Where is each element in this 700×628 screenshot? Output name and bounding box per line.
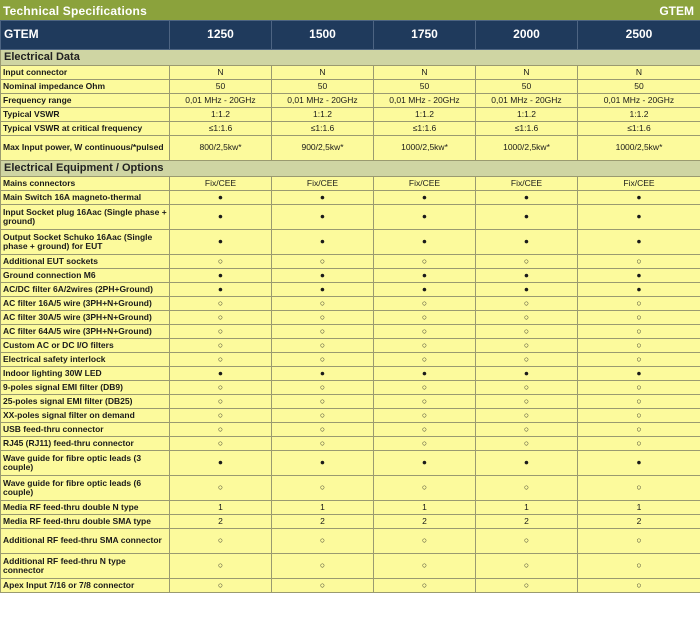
value-cell: ○ [170, 353, 272, 367]
value-cell: ○ [578, 395, 700, 409]
row-label: AC/DC filter 6A/2wires (2PH+Ground) [1, 283, 170, 297]
value-cell: ○ [374, 409, 476, 423]
value-cell: ● [272, 367, 374, 381]
value-cell: ○ [272, 325, 374, 339]
value-cell: 1 [272, 501, 374, 515]
value-cell: N [476, 66, 578, 80]
value-cell: ≤1:1.6 [170, 122, 272, 136]
value-cell: ○ [476, 409, 578, 423]
value-cell: ○ [374, 297, 476, 311]
value-cell: ● [374, 269, 476, 283]
value-cell: ≤1:1.6 [476, 122, 578, 136]
value-cell: ○ [272, 579, 374, 593]
value-cell: ○ [476, 579, 578, 593]
value-cell: ● [170, 205, 272, 230]
value-cell: ● [578, 451, 700, 476]
table-row [1, 255, 700, 269]
page-title: Technical Specifications [3, 4, 147, 18]
value-cell: Fix/CEE [374, 177, 476, 191]
value-cell: ○ [272, 395, 374, 409]
value-cell: 1:1.2 [578, 108, 700, 122]
value-cell: ○ [578, 437, 700, 451]
table-row [1, 476, 700, 501]
value-cell: 2 [578, 515, 700, 529]
table-row [1, 423, 700, 437]
row-label: Additional RF feed-thru SMA connector [1, 529, 170, 554]
section-header [1, 50, 700, 66]
value-cell: Fix/CEE [476, 177, 578, 191]
value-cell: ○ [476, 437, 578, 451]
header-cell: 1750 [374, 21, 476, 50]
value-cell: ○ [374, 339, 476, 353]
row-label: 25-poles signal EMI filter (DB25) [1, 395, 170, 409]
value-cell: 1:1.2 [374, 108, 476, 122]
value-cell: ○ [272, 437, 374, 451]
value-cell: ○ [374, 325, 476, 339]
value-cell: ○ [578, 423, 700, 437]
value-cell: 2 [476, 515, 578, 529]
value-cell: ● [578, 367, 700, 381]
value-cell: 50 [272, 80, 374, 94]
table-row [1, 353, 700, 367]
value-cell: ○ [272, 476, 374, 501]
value-cell: 1:1.2 [170, 108, 272, 122]
value-cell: ● [578, 230, 700, 255]
row-label: Electrical safety interlock [1, 353, 170, 367]
value-cell: ≤1:1.6 [578, 122, 700, 136]
table-row [1, 325, 700, 339]
table-row [1, 515, 700, 529]
header-row [1, 21, 700, 50]
section-title: Electrical Equipment / Options [1, 161, 700, 177]
value-cell: 0,01 MHz - 20GHz [170, 94, 272, 108]
value-cell: ○ [170, 423, 272, 437]
value-cell: ○ [476, 297, 578, 311]
value-cell: ○ [578, 325, 700, 339]
table-row [1, 367, 700, 381]
row-label: Mains connectors [1, 177, 170, 191]
table-row [1, 297, 700, 311]
value-cell: ● [170, 230, 272, 255]
value-cell: ○ [374, 353, 476, 367]
value-cell: N [374, 66, 476, 80]
table-row [1, 94, 700, 108]
table-row [1, 451, 700, 476]
value-cell: ● [578, 283, 700, 297]
table-row [1, 311, 700, 325]
table-row [1, 529, 700, 554]
value-cell: ○ [578, 409, 700, 423]
value-cell: ○ [578, 297, 700, 311]
value-cell: ● [170, 191, 272, 205]
table-row [1, 122, 700, 136]
row-label: Frequency range [1, 94, 170, 108]
value-cell: ● [476, 283, 578, 297]
row-label: Output Socket Schuko 16Aac (Single phase + ground) for EUT [1, 230, 170, 255]
value-cell: ○ [170, 381, 272, 395]
value-cell: ○ [272, 339, 374, 353]
value-cell: ● [578, 191, 700, 205]
value-cell: ○ [170, 395, 272, 409]
value-cell: ○ [578, 339, 700, 353]
table-row [1, 66, 700, 80]
value-cell: ● [374, 451, 476, 476]
value-cell: ○ [578, 579, 700, 593]
value-cell: ○ [374, 255, 476, 269]
value-cell: 1 [578, 501, 700, 515]
value-cell: ○ [374, 476, 476, 501]
value-cell: ● [272, 451, 374, 476]
row-label: Apex Input 7/16 or 7/8 connector [1, 579, 170, 593]
value-cell: ○ [374, 579, 476, 593]
value-cell: 0,01 MHz - 20GHz [578, 94, 700, 108]
value-cell: ○ [476, 339, 578, 353]
value-cell: ○ [272, 554, 374, 579]
value-cell: ○ [476, 554, 578, 579]
table-row [1, 554, 700, 579]
value-cell: ○ [272, 423, 374, 437]
row-label: Additional RF feed-thru N type connector [1, 554, 170, 579]
row-label: Nominal impedance Ohm [1, 80, 170, 94]
value-cell: ○ [272, 529, 374, 554]
value-cell: ○ [374, 395, 476, 409]
table-row [1, 191, 700, 205]
header-cell: GTEM [1, 21, 170, 50]
value-cell: ○ [476, 325, 578, 339]
value-cell: ○ [170, 476, 272, 501]
value-cell: ○ [170, 579, 272, 593]
value-cell: ○ [476, 381, 578, 395]
row-label: Indoor lighting 30W LED [1, 367, 170, 381]
value-cell: 1 [476, 501, 578, 515]
value-cell: 1000/2,5kw* [578, 136, 700, 161]
table-row [1, 177, 700, 191]
row-label: Media RF feed-thru double SMA type [1, 515, 170, 529]
value-cell: ○ [374, 554, 476, 579]
value-cell: ○ [374, 381, 476, 395]
value-cell: 50 [578, 80, 700, 94]
value-cell: ○ [170, 437, 272, 451]
value-cell: 0,01 MHz - 20GHz [374, 94, 476, 108]
row-label: Ground connection M6 [1, 269, 170, 283]
value-cell: ○ [170, 529, 272, 554]
value-cell: 1 [170, 501, 272, 515]
value-cell: 1:1.2 [476, 108, 578, 122]
value-cell: ● [476, 451, 578, 476]
header-cell: 1500 [272, 21, 374, 50]
table-row [1, 108, 700, 122]
value-cell: ● [170, 283, 272, 297]
value-cell: ○ [578, 311, 700, 325]
value-cell: N [272, 66, 374, 80]
header-cell: 2000 [476, 21, 578, 50]
table-row [1, 437, 700, 451]
value-cell: ≤1:1.6 [374, 122, 476, 136]
value-cell: 50 [374, 80, 476, 94]
value-cell: ○ [476, 353, 578, 367]
row-label: Typical VSWR at critical frequency [1, 122, 170, 136]
value-cell: ○ [476, 476, 578, 501]
value-cell: Fix/CEE [272, 177, 374, 191]
value-cell: ○ [578, 554, 700, 579]
value-cell: 50 [170, 80, 272, 94]
value-cell: ○ [578, 381, 700, 395]
value-cell: ● [374, 283, 476, 297]
value-cell: ● [476, 269, 578, 283]
value-cell: ○ [374, 529, 476, 554]
value-cell: ● [170, 367, 272, 381]
value-cell: ○ [374, 423, 476, 437]
value-cell: ○ [578, 353, 700, 367]
value-cell: ● [272, 191, 374, 205]
value-cell: ○ [170, 554, 272, 579]
row-label: Media RF feed-thru double N type [1, 501, 170, 515]
table-row [1, 579, 700, 593]
value-cell: ○ [272, 353, 374, 367]
table-row [1, 395, 700, 409]
value-cell: ○ [170, 325, 272, 339]
row-label: AC filter 64A/5 wire (3PH+N+Ground) [1, 325, 170, 339]
value-cell: ● [272, 205, 374, 230]
value-cell: ○ [170, 255, 272, 269]
value-cell: ● [272, 269, 374, 283]
table-row [1, 501, 700, 515]
value-cell: ● [374, 205, 476, 230]
value-cell: Fix/CEE [578, 177, 700, 191]
value-cell: ○ [272, 311, 374, 325]
value-cell: ● [476, 191, 578, 205]
row-label: XX-poles signal filter on demand [1, 409, 170, 423]
value-cell: ○ [272, 409, 374, 423]
row-label: Main Switch 16A magneto-thermal [1, 191, 170, 205]
value-cell: ● [476, 367, 578, 381]
row-label: AC filter 16A/5 wire (3PH+N+Ground) [1, 297, 170, 311]
value-cell: ○ [374, 437, 476, 451]
row-label: Input connector [1, 66, 170, 80]
table-row [1, 339, 700, 353]
row-label: Wave guide for fibre optic leads (3 couple) [1, 451, 170, 476]
row-label: Input Socket plug 16Aac (Single phase + ground) [1, 205, 170, 230]
value-cell: ○ [578, 529, 700, 554]
value-cell: ● [476, 205, 578, 230]
value-cell: 2 [170, 515, 272, 529]
value-cell: ○ [272, 381, 374, 395]
value-cell: 2 [272, 515, 374, 529]
value-cell: 1000/2,5kw* [476, 136, 578, 161]
row-label: AC filter 30A/5 wire (3PH+N+Ground) [1, 311, 170, 325]
value-cell: ○ [578, 255, 700, 269]
value-cell: ○ [476, 529, 578, 554]
row-label: 9-poles signal EMI filter (DB9) [1, 381, 170, 395]
row-label: USB feed-thru connector [1, 423, 170, 437]
title-banner [0, 0, 700, 20]
value-cell: 50 [476, 80, 578, 94]
table-row [1, 409, 700, 423]
table-row [1, 230, 700, 255]
value-cell: 800/2,5kw* [170, 136, 272, 161]
section-title: Electrical Data [1, 50, 700, 66]
value-cell: ○ [476, 395, 578, 409]
value-cell: N [170, 66, 272, 80]
value-cell: ○ [476, 311, 578, 325]
value-cell: ○ [476, 255, 578, 269]
value-cell: ● [578, 269, 700, 283]
section-header [1, 161, 700, 177]
table-row [1, 269, 700, 283]
value-cell: 1 [374, 501, 476, 515]
row-label: Typical VSWR [1, 108, 170, 122]
header-cell: 2500 [578, 21, 700, 50]
row-label: Custom AC or DC I/O filters [1, 339, 170, 353]
table-row [1, 381, 700, 395]
brand-label: GTEM [659, 4, 694, 18]
table-row [1, 283, 700, 297]
value-cell: ● [272, 283, 374, 297]
header-cell: 1250 [170, 21, 272, 50]
value-cell: ○ [170, 409, 272, 423]
value-cell: 1:1.2 [272, 108, 374, 122]
row-label: Additional EUT sockets [1, 255, 170, 269]
value-cell: ○ [170, 339, 272, 353]
value-cell: 2 [374, 515, 476, 529]
value-cell: ● [170, 269, 272, 283]
value-cell: 1000/2,5kw* [374, 136, 476, 161]
value-cell: ○ [578, 476, 700, 501]
value-cell: ● [476, 230, 578, 255]
value-cell: ○ [170, 311, 272, 325]
value-cell: ● [374, 230, 476, 255]
value-cell: ● [374, 191, 476, 205]
row-label: Max Input power, W continuous/*pulsed [1, 136, 170, 161]
value-cell: 0,01 MHz - 20GHz [272, 94, 374, 108]
value-cell: ● [272, 230, 374, 255]
value-cell: ● [578, 205, 700, 230]
value-cell: ○ [170, 297, 272, 311]
table-row [1, 205, 700, 230]
value-cell: 900/2,5kw* [272, 136, 374, 161]
value-cell: N [578, 66, 700, 80]
value-cell: ○ [272, 297, 374, 311]
value-cell: ● [374, 367, 476, 381]
spec-table [0, 20, 700, 593]
value-cell: ○ [476, 423, 578, 437]
value-cell: ○ [272, 255, 374, 269]
value-cell: Fix/CEE [170, 177, 272, 191]
value-cell: ○ [374, 311, 476, 325]
value-cell: ≤1:1.6 [272, 122, 374, 136]
value-cell: ● [170, 451, 272, 476]
row-label: Wave guide for fibre optic leads (6 couple) [1, 476, 170, 501]
table-row [1, 80, 700, 94]
value-cell: 0,01 MHz - 20GHz [476, 94, 578, 108]
table-row [1, 136, 700, 161]
row-label: RJ45 (RJ11) feed-thru connector [1, 437, 170, 451]
